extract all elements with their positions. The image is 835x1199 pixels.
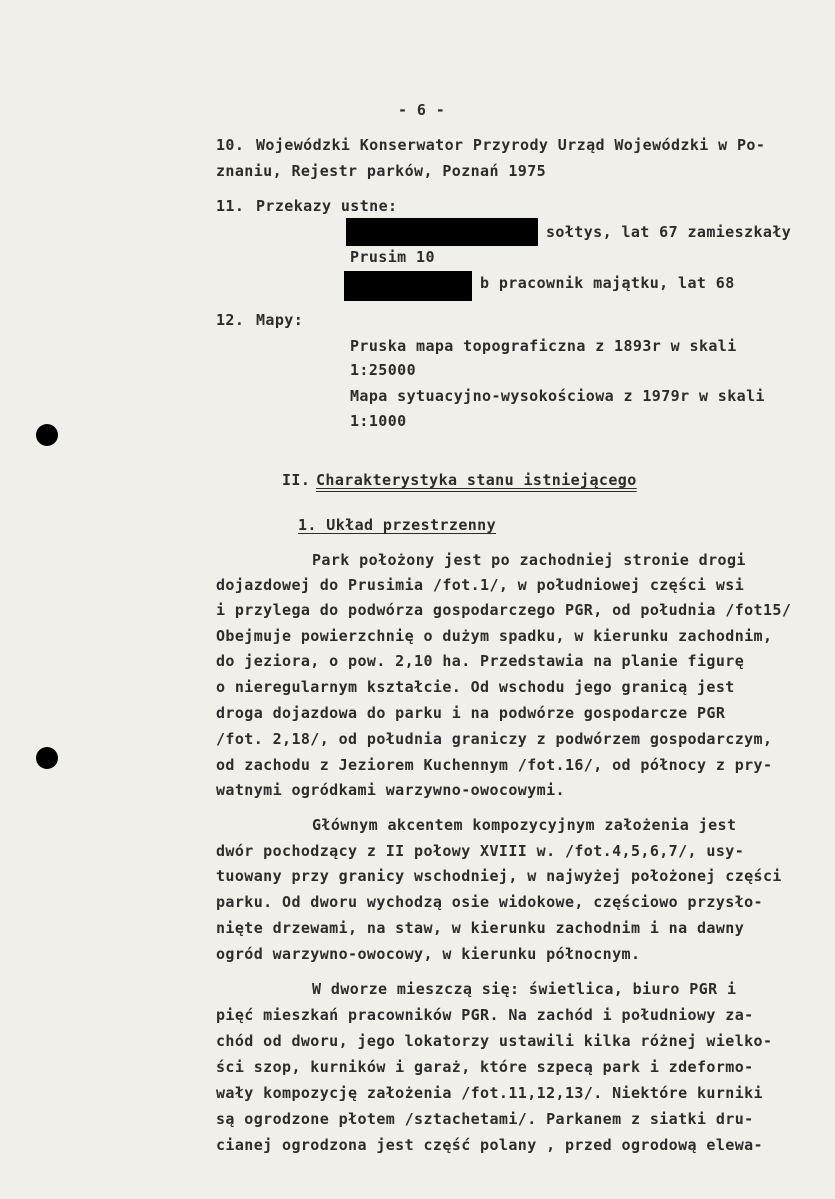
subsection-title: 1. Układ przestrzenny — [298, 516, 497, 534]
source-10-line-2: znaniu, Rejestr parków, Poznań 1975 — [216, 162, 547, 180]
paragraph-1-line-5: do jeziora, o pow. 2,10 ha. Przedstawia na planie figurę — [216, 652, 745, 670]
source-10-line-1: Wojewódzki Konserwator Przyrody Urząd Wojewódzki w Po- — [256, 136, 766, 154]
paragraph-2-line-3: tuowany przy granicy wschodniej, w najwyżej położonej części — [216, 867, 782, 885]
binder-hole-bottom — [36, 747, 58, 769]
paragraph-2-line-2: dwór pochodzący z II połowy XVIII w. /fot.4,5,6,7/, usy- — [216, 842, 745, 860]
paragraph-1-line-6: o nieregularnym kształcie. Od wschodu jego granicą jest — [216, 678, 735, 696]
paragraph-3-line-5: wały kompozycję założenia /fot.11,12,13/. Niektóre kurniki — [216, 1084, 763, 1102]
section-number: II. — [282, 471, 311, 489]
paragraph-2-line-1: Głównym akcentem kompozycyjnym założenia jest — [312, 816, 737, 834]
paragraph-1-line-3: i przylega do podwórza gospodarczego PGR, od południa /fot15/ — [216, 601, 792, 619]
paragraph-3-line-6: są ogrodzone płotem /sztachetami/. Parkanem z siatki dru- — [216, 1110, 754, 1128]
map-2-line-2: 1:1000 — [350, 412, 407, 430]
paragraph-1-line-7: droga dojazdowa do parku i na podwórze gospodarcze PGR — [216, 704, 726, 722]
paragraph-1-line-10: watnymi ogródkami warzywno-owocowymi. — [216, 781, 565, 799]
binder-hole-top — [36, 424, 58, 446]
map-1-line-2: 1:25000 — [350, 361, 417, 379]
paragraph-3-line-2: pięć mieszkań pracowników PGR. Na zachód i południowy za- — [216, 1006, 754, 1024]
paragraph-2-line-6: ogród warzywno-owocowy, w kierunku północnym. — [216, 945, 641, 963]
paragraph-1-line-8: /fot. 2,18/, od południa graniczy z podwórzem gospodarczym, — [216, 730, 773, 748]
redaction-bar-2 — [344, 271, 472, 301]
paragraph-3-line-7: cianej ogrodzona jest część polany , przed ogrodową elewa- — [216, 1136, 763, 1154]
oral-source-1-address: Prusim 10 — [350, 248, 435, 266]
paragraph-3-line-4: ści szop, kurników i garaż, które szpecą park i zdeformo- — [216, 1058, 754, 1076]
page-number: - 6 - — [398, 101, 446, 119]
oral-source-2: b pracownik majątku, lat 68 — [480, 274, 735, 292]
paragraph-1-line-9: od zachodu z Jeziorem Kuchennym /fot.16/, od północy z pry- — [216, 756, 773, 774]
source-11-number: 11. — [216, 197, 245, 215]
paragraph-2-line-5: nięte drzewami, na staw, w kierunku zachodnim i na dawny — [216, 919, 745, 937]
source-12-title: Mapy: — [256, 311, 304, 329]
paragraph-1-line-2: dojazdowej do Prusimia /fot.1/, w południowej części wsi — [216, 576, 745, 594]
paragraph-1-line-1: Park położony jest po zachodniej stronie drogi — [312, 551, 746, 569]
paragraph-2-line-4: parku. Od dworu wychodzą osie widokowe, częściowo przysło- — [216, 893, 763, 911]
paragraph-3-line-3: chód od dworu, jego lokatorzy ustawili kilka różnej wielko- — [216, 1032, 773, 1050]
oral-source-1: sołtys, lat 67 zamieszkały — [546, 223, 792, 241]
redaction-bar-1 — [346, 218, 538, 246]
paragraph-1-line-4: Obejmuje powierzchnię o dużym spadku, w kierunku zachodnim, — [216, 627, 773, 645]
source-12-number: 12. — [216, 311, 245, 329]
map-1-line-1: Pruska mapa topograficzna z 1893r w skali — [350, 337, 737, 355]
section-title: Charakterystyka stanu istniejącego — [316, 471, 637, 489]
map-2-line-1: Mapa sytuacyjno-wysokościowa z 1979r w skali — [350, 387, 765, 405]
source-11-title: Przekazy ustne: — [256, 197, 398, 215]
source-10-number: 10. — [216, 136, 245, 154]
paragraph-3-line-1: W dworze mieszczą się: świetlica, biuro PGR i — [312, 980, 737, 998]
